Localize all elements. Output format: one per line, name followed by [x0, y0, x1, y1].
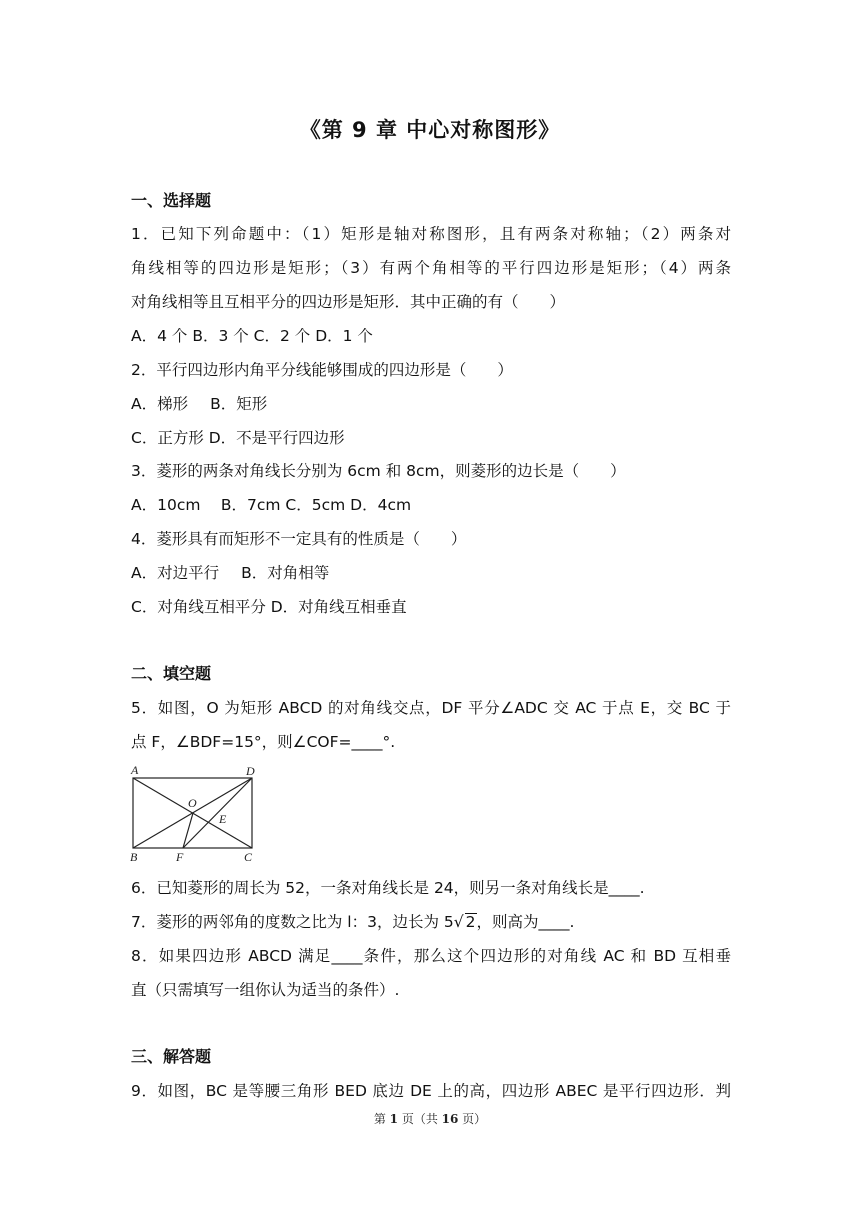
section-heading-choice: 一、选择题	[131, 191, 212, 210]
sqrt-symbol: √	[453, 913, 464, 931]
question-4-text: 4．菱形具有而矩形不一定具有的性质是（ ）	[131, 530, 467, 548]
section-heading-answer: 三、解答题	[131, 1047, 212, 1066]
label-d: D	[246, 764, 255, 778]
question-8-line-2: 直（只需填写一组你认为适当的条件）.	[131, 981, 400, 999]
question-5-line-1: 5．如图，O 为矩形 ABCD 的对角线交点，DF 平分∠ADC 交 AC 于点 E，交 BC 于	[131, 699, 731, 717]
label-o: O	[188, 796, 197, 810]
footer-page-number: 1	[389, 1112, 398, 1126]
question-2-options-row-1	[131, 394, 731, 414]
page-title: 《第 9 章 中心对称图形》	[299, 118, 561, 142]
question-2-option-a: A．梯形	[131, 395, 189, 413]
sqrt-radicand: 2	[465, 913, 476, 931]
question-1-line-1: 1．已知下列命题中：（1）矩形是轴对称图形，且有两条对称轴；（2）两条对	[131, 225, 731, 243]
label-b: B	[130, 850, 138, 864]
footer-middle: 页（共	[398, 1112, 442, 1126]
rectangle-abcd-figure	[127, 763, 267, 865]
question-7-text	[131, 912, 731, 932]
question-1-options: A．4 个 B．3 个 C．2 个 D．1 个	[131, 327, 373, 345]
question-2-text: 2．平行四边形内角平分线能够围成的四边形是（ ）	[131, 361, 513, 379]
label-e: E	[219, 812, 227, 826]
question-4-option-b: B．对角相等	[241, 564, 330, 582]
question-8-line-1: 8．如果四边形 ABCD 满足____条件，那么这个四边形的对角线 AC 和 BD 互相垂	[131, 947, 731, 965]
footer-prefix: 第	[373, 1112, 390, 1126]
question-3-options: A．10cm B．7cm C．5cm D．4cm	[131, 496, 412, 514]
question-4-options-row-1	[131, 563, 731, 583]
question-2-option-b: B．矩形	[210, 395, 268, 413]
question-3-text: 3．菱形的两条对角线长分别为 6cm 和 8cm，则菱形的边长是（ ）	[131, 462, 626, 480]
question-4-option-a: A．对边平行	[131, 564, 220, 582]
footer-suffix: 页）	[458, 1112, 487, 1126]
label-a: A	[131, 763, 139, 777]
question-9-line-1: 9．如图，BC 是等腰三角形 BED 底边 DE 上的高，四边形 ABEC 是平行四边形．判	[131, 1082, 731, 1100]
question-4-options-row-2: C．对角线互相平分 D．对角线互相垂直	[131, 598, 407, 616]
label-f: F	[176, 850, 184, 864]
question-6-text: 6．已知菱形的周长为 52，一条对角线长是 24，则另一条对角线长是____.	[131, 879, 645, 897]
question-1-line-2: 角线相等的四边形是矩形；（3）有两个角相等的平行四边形是矩形；（4）两条	[131, 259, 731, 277]
footer-total-pages: 16	[441, 1112, 459, 1126]
question-2-options-row-2: C．正方形 D．不是平行四边形	[131, 429, 345, 447]
question-7-text-part-1: 7．菱形的两邻角的度数之比为 l：3，边长为 5	[131, 913, 454, 931]
question-1-line-3: 对角线相等且互相平分的四边形是矩形．其中正确的有（ ）	[131, 293, 566, 311]
label-c: C	[244, 850, 253, 864]
page-footer	[0, 1110, 860, 1127]
question-5-line-2: 点 F，∠BDF=15°，则∠COF=____°.	[131, 733, 396, 751]
question-7-text-part-2: ，则高为____.	[476, 913, 575, 931]
section-heading-fill: 二、填空题	[131, 664, 212, 683]
